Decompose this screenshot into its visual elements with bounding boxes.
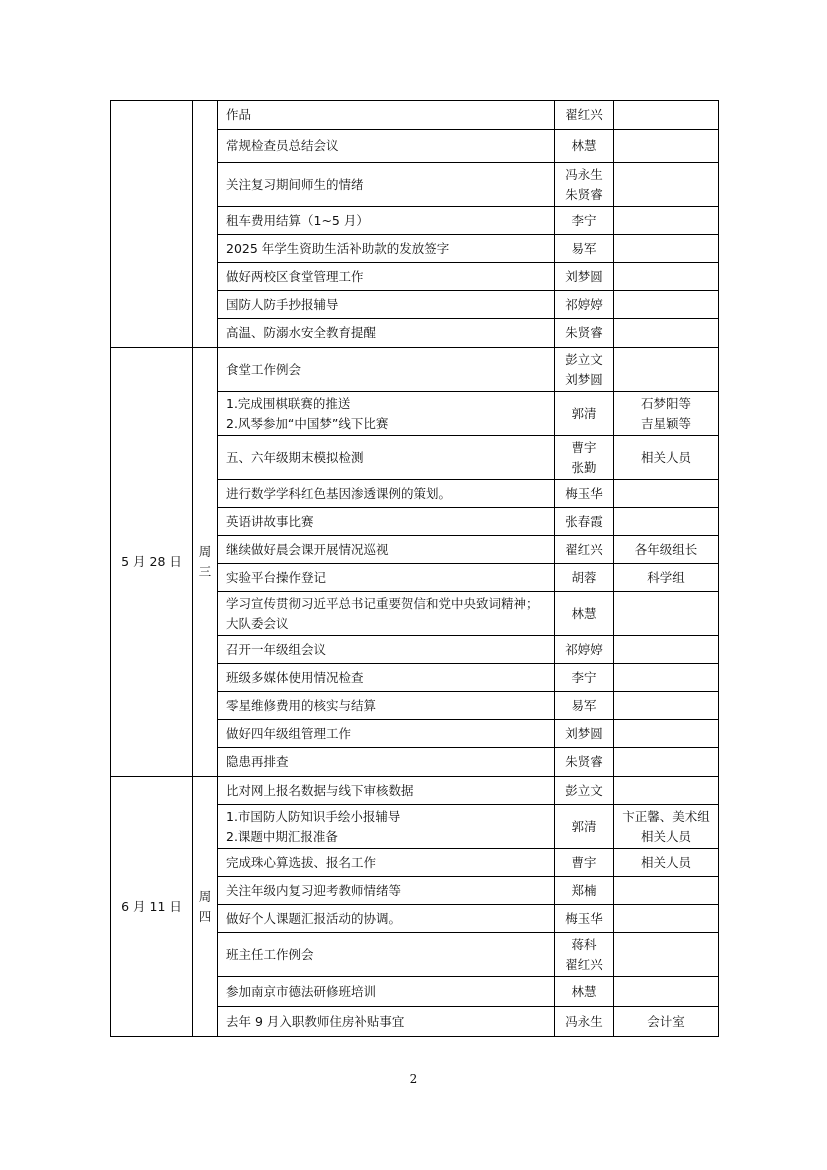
person-cell: 冯永生 — [555, 1007, 614, 1037]
participants-cell — [614, 130, 719, 163]
participants-cell — [614, 664, 719, 692]
person-cell: 祁婷婷 — [555, 636, 614, 664]
participants-cell — [614, 777, 719, 805]
participants-cell: 相关人员 — [614, 849, 719, 877]
person-cell: 曹宇 — [555, 849, 614, 877]
task-cell: 隐患再排查 — [218, 748, 555, 777]
person-cell: 李宁 — [555, 207, 614, 235]
participants-cell — [614, 933, 719, 977]
participants-cell: 会计室 — [614, 1007, 719, 1037]
participants-cell — [614, 163, 719, 207]
participants-cell — [614, 508, 719, 536]
task-cell: 学习宣传贯彻习近平总书记重要贺信和党中央致词精神； 大队委会议 — [218, 592, 555, 636]
task-cell: 关注年级内复习迎考教师情绪等 — [218, 877, 555, 905]
participants-cell: 卞正馨、美术组 相关人员 — [614, 805, 719, 849]
participants-cell — [614, 636, 719, 664]
person-cell: 郭清 — [555, 805, 614, 849]
task-cell: 2025 年学生资助生活补助款的发放签字 — [218, 235, 555, 263]
participants-cell: 石梦阳等 吉星颖等 — [614, 392, 719, 436]
task-cell: 1.完成围棋联赛的推送 2.风琴参加“中国梦”线下比赛 — [218, 392, 555, 436]
participants-cell — [614, 905, 719, 933]
person-cell: 朱贤睿 — [555, 748, 614, 777]
person-cell: 林慧 — [555, 977, 614, 1007]
participants-cell — [614, 101, 719, 130]
page-number: 2 — [409, 1072, 418, 1086]
participants-cell — [614, 720, 719, 748]
table-row — [111, 348, 719, 392]
weekday-cell: 周 四 — [193, 777, 218, 1037]
person-cell: 李宁 — [555, 664, 614, 692]
person-cell: 朱贤睿 — [555, 319, 614, 348]
task-cell: 五、六年级期末模拟检测 — [218, 436, 555, 480]
task-cell: 进行数学学科红色基因渗透课例的策划。 — [218, 480, 555, 508]
person-cell: 梅玉华 — [555, 480, 614, 508]
person-cell: 梅玉华 — [555, 905, 614, 933]
person-cell: 翟红兴 — [555, 536, 614, 564]
person-cell: 曹宇 张勤 — [555, 436, 614, 480]
task-cell: 实验平台操作登记 — [218, 564, 555, 592]
participants-cell — [614, 207, 719, 235]
task-cell: 1.市国防人防知识手绘小报辅导 2.课题中期汇报准备 — [218, 805, 555, 849]
task-cell: 常规检查员总结会议 — [218, 130, 555, 163]
task-cell: 做好个人课题汇报活动的协调。 — [218, 905, 555, 933]
person-cell: 刘梦圆 — [555, 720, 614, 748]
person-cell: 翟红兴 — [555, 101, 614, 130]
participants-cell — [614, 592, 719, 636]
task-cell: 租车费用结算（1~5 月） — [218, 207, 555, 235]
participants-cell — [614, 748, 719, 777]
task-cell: 班级多媒体使用情况检查 — [218, 664, 555, 692]
task-cell: 完成珠心算选拔、报名工作 — [218, 849, 555, 877]
task-cell: 比对网上报名数据与线下审核数据 — [218, 777, 555, 805]
person-cell: 冯永生 朱贤睿 — [555, 163, 614, 207]
weekday-cell — [193, 101, 218, 348]
person-cell: 胡蓉 — [555, 564, 614, 592]
person-cell: 张春霞 — [555, 508, 614, 536]
task-cell: 做好四年级组管理工作 — [218, 720, 555, 748]
participants-cell — [614, 348, 719, 392]
participants-cell: 科学组 — [614, 564, 719, 592]
table-row — [111, 777, 719, 805]
person-cell: 蒋科 翟红兴 — [555, 933, 614, 977]
person-cell: 彭立文 刘梦圆 — [555, 348, 614, 392]
participants-cell: 相关人员 — [614, 436, 719, 480]
task-cell: 高温、防溺水安全教育提醒 — [218, 319, 555, 348]
person-cell: 刘梦圆 — [555, 263, 614, 291]
table-row — [111, 101, 719, 130]
participants-cell — [614, 692, 719, 720]
task-cell: 继续做好晨会课开展情况巡视 — [218, 536, 555, 564]
task-cell: 参加南京市德法研修班培训 — [218, 977, 555, 1007]
task-cell: 去年 9 月入职教师住房补贴事宜 — [218, 1007, 555, 1037]
date-cell: 6 月 11 日 — [111, 777, 193, 1037]
task-cell: 作品 — [218, 101, 555, 130]
task-cell: 国防人防手抄报辅导 — [218, 291, 555, 319]
participants-cell — [614, 263, 719, 291]
task-cell: 召开一年级组会议 — [218, 636, 555, 664]
participants-cell — [614, 319, 719, 348]
date-cell: 5 月 28 日 — [111, 348, 193, 777]
task-cell: 关注复习期间师生的情绪 — [218, 163, 555, 207]
task-cell: 班主任工作例会 — [218, 933, 555, 977]
weekday-cell: 周 三 — [193, 348, 218, 777]
person-cell: 易军 — [555, 235, 614, 263]
participants-cell — [614, 877, 719, 905]
task-cell: 零星维修费用的核实与结算 — [218, 692, 555, 720]
person-cell: 郑楠 — [555, 877, 614, 905]
participants-cell — [614, 480, 719, 508]
participants-cell: 各年级组长 — [614, 536, 719, 564]
participants-cell — [614, 235, 719, 263]
person-cell: 郭清 — [555, 392, 614, 436]
participants-cell — [614, 977, 719, 1007]
person-cell: 祁婷婷 — [555, 291, 614, 319]
task-cell: 食堂工作例会 — [218, 348, 555, 392]
person-cell: 林慧 — [555, 130, 614, 163]
schedule-body — [111, 101, 719, 1037]
person-cell: 林慧 — [555, 592, 614, 636]
participants-cell — [614, 291, 719, 319]
person-cell: 易军 — [555, 692, 614, 720]
schedule-table — [110, 100, 719, 1037]
task-cell: 做好两校区食堂管理工作 — [218, 263, 555, 291]
task-cell: 英语讲故事比赛 — [218, 508, 555, 536]
person-cell: 彭立文 — [555, 777, 614, 805]
date-cell — [111, 101, 193, 348]
